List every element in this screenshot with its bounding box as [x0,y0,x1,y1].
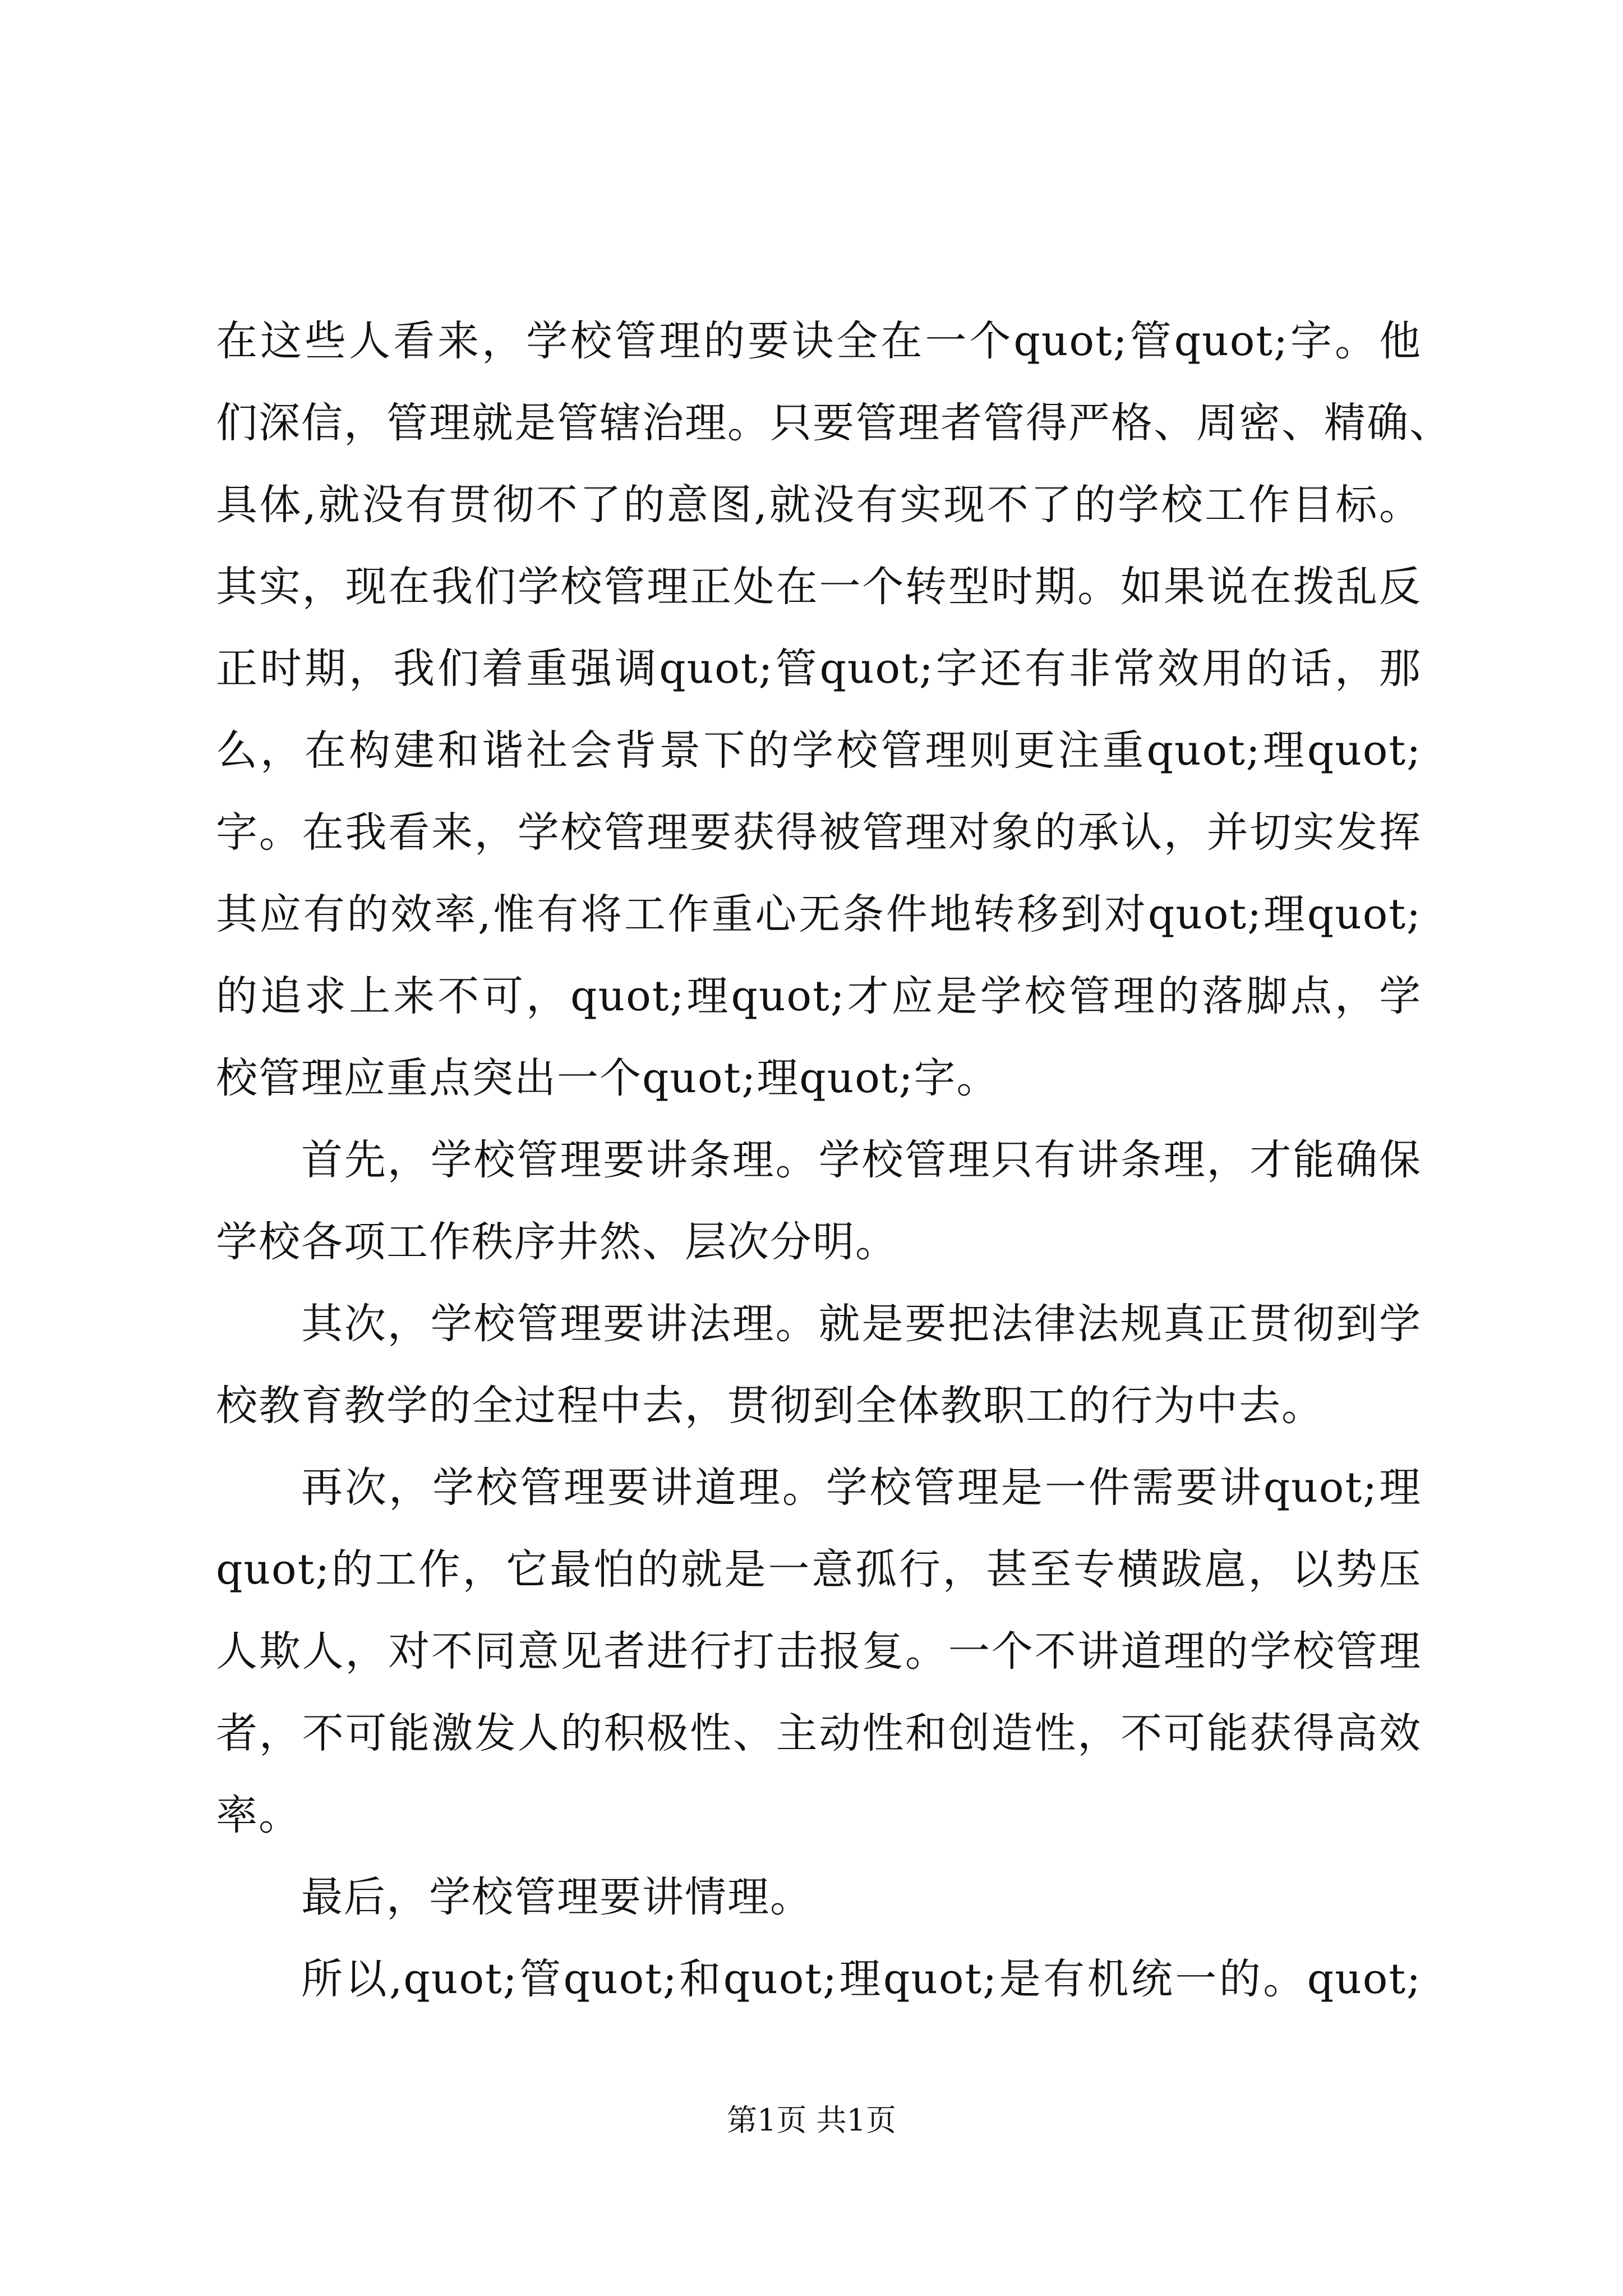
text-line: 最后，学校管理要讲情理。 [301,1873,813,1921]
page-footer: 第1页 共1页 [727,2102,896,2138]
text-line: 校管理应重点突出一个quot;理quot;字。 [216,1054,999,1102]
text-line: quot;的工作，它最怕的就是一意孤行，甚至专横跋扈，以势压 [216,1545,1422,1594]
text-line: 字。在我看来，学校管理要获得被管理对象的承认，并切实发挥 [216,808,1422,857]
text-line: 者，不可能激发人的积极性、主动性和创造性，不可能获得高效 [216,1709,1422,1757]
document-body [216,300,1452,2020]
text-line: 率。 [216,1791,301,1839]
text-line: 的追求上来不可，quot;理quot;才应是学校管理的落脚点，学 [216,972,1422,1020]
text-line: 其应有的效率,惟有将工作重心无条件地转移到对quot;理quot; [216,890,1422,938]
text-line: 其实，现在我们学校管理正处在一个转型时期。如果说在拨乱反 [216,563,1422,611]
text-line: 们深信，管理就是管辖治理。只要管理者管得严格、周密、精确、 [216,399,1452,447]
text-line: 首先，学校管理要讲条理。学校管理只有讲条理，才能确保 [301,1136,1422,1184]
text-line: 再次，学校管理要讲道理。学校管理是一件需要讲quot;理 [301,1464,1422,1512]
text-line: 所以,quot;管quot;和quot;理quot;是有机统一的。quot; [301,1955,1422,2003]
text-line: 么，在构建和谐社会背景下的学校管理则更注重quot;理quot; [216,726,1422,775]
text-line: 其次，学校管理要讲法理。就是要把法律法规真正贯彻到学 [301,1300,1422,1348]
text-line: 在这些人看来，学校管理的要诀全在一个quot;管quot;字。他 [216,317,1422,365]
text-line: 人欺人，对不同意见者进行打击报复。一个不讲道理的学校管理 [216,1627,1422,1676]
text-line: 正时期，我们着重强调quot;管quot;字还有非常效用的话，那 [216,645,1422,693]
text-line: 学校各项工作秩序井然、层次分明。 [216,1218,898,1266]
text-line: 具体,就没有贯彻不了的意图,就没有实现不了的学校工作目标。 [216,481,1422,529]
text-line: 校教育教学的全过程中去，贯彻到全体教职工的行为中去。 [216,1382,1324,1430]
